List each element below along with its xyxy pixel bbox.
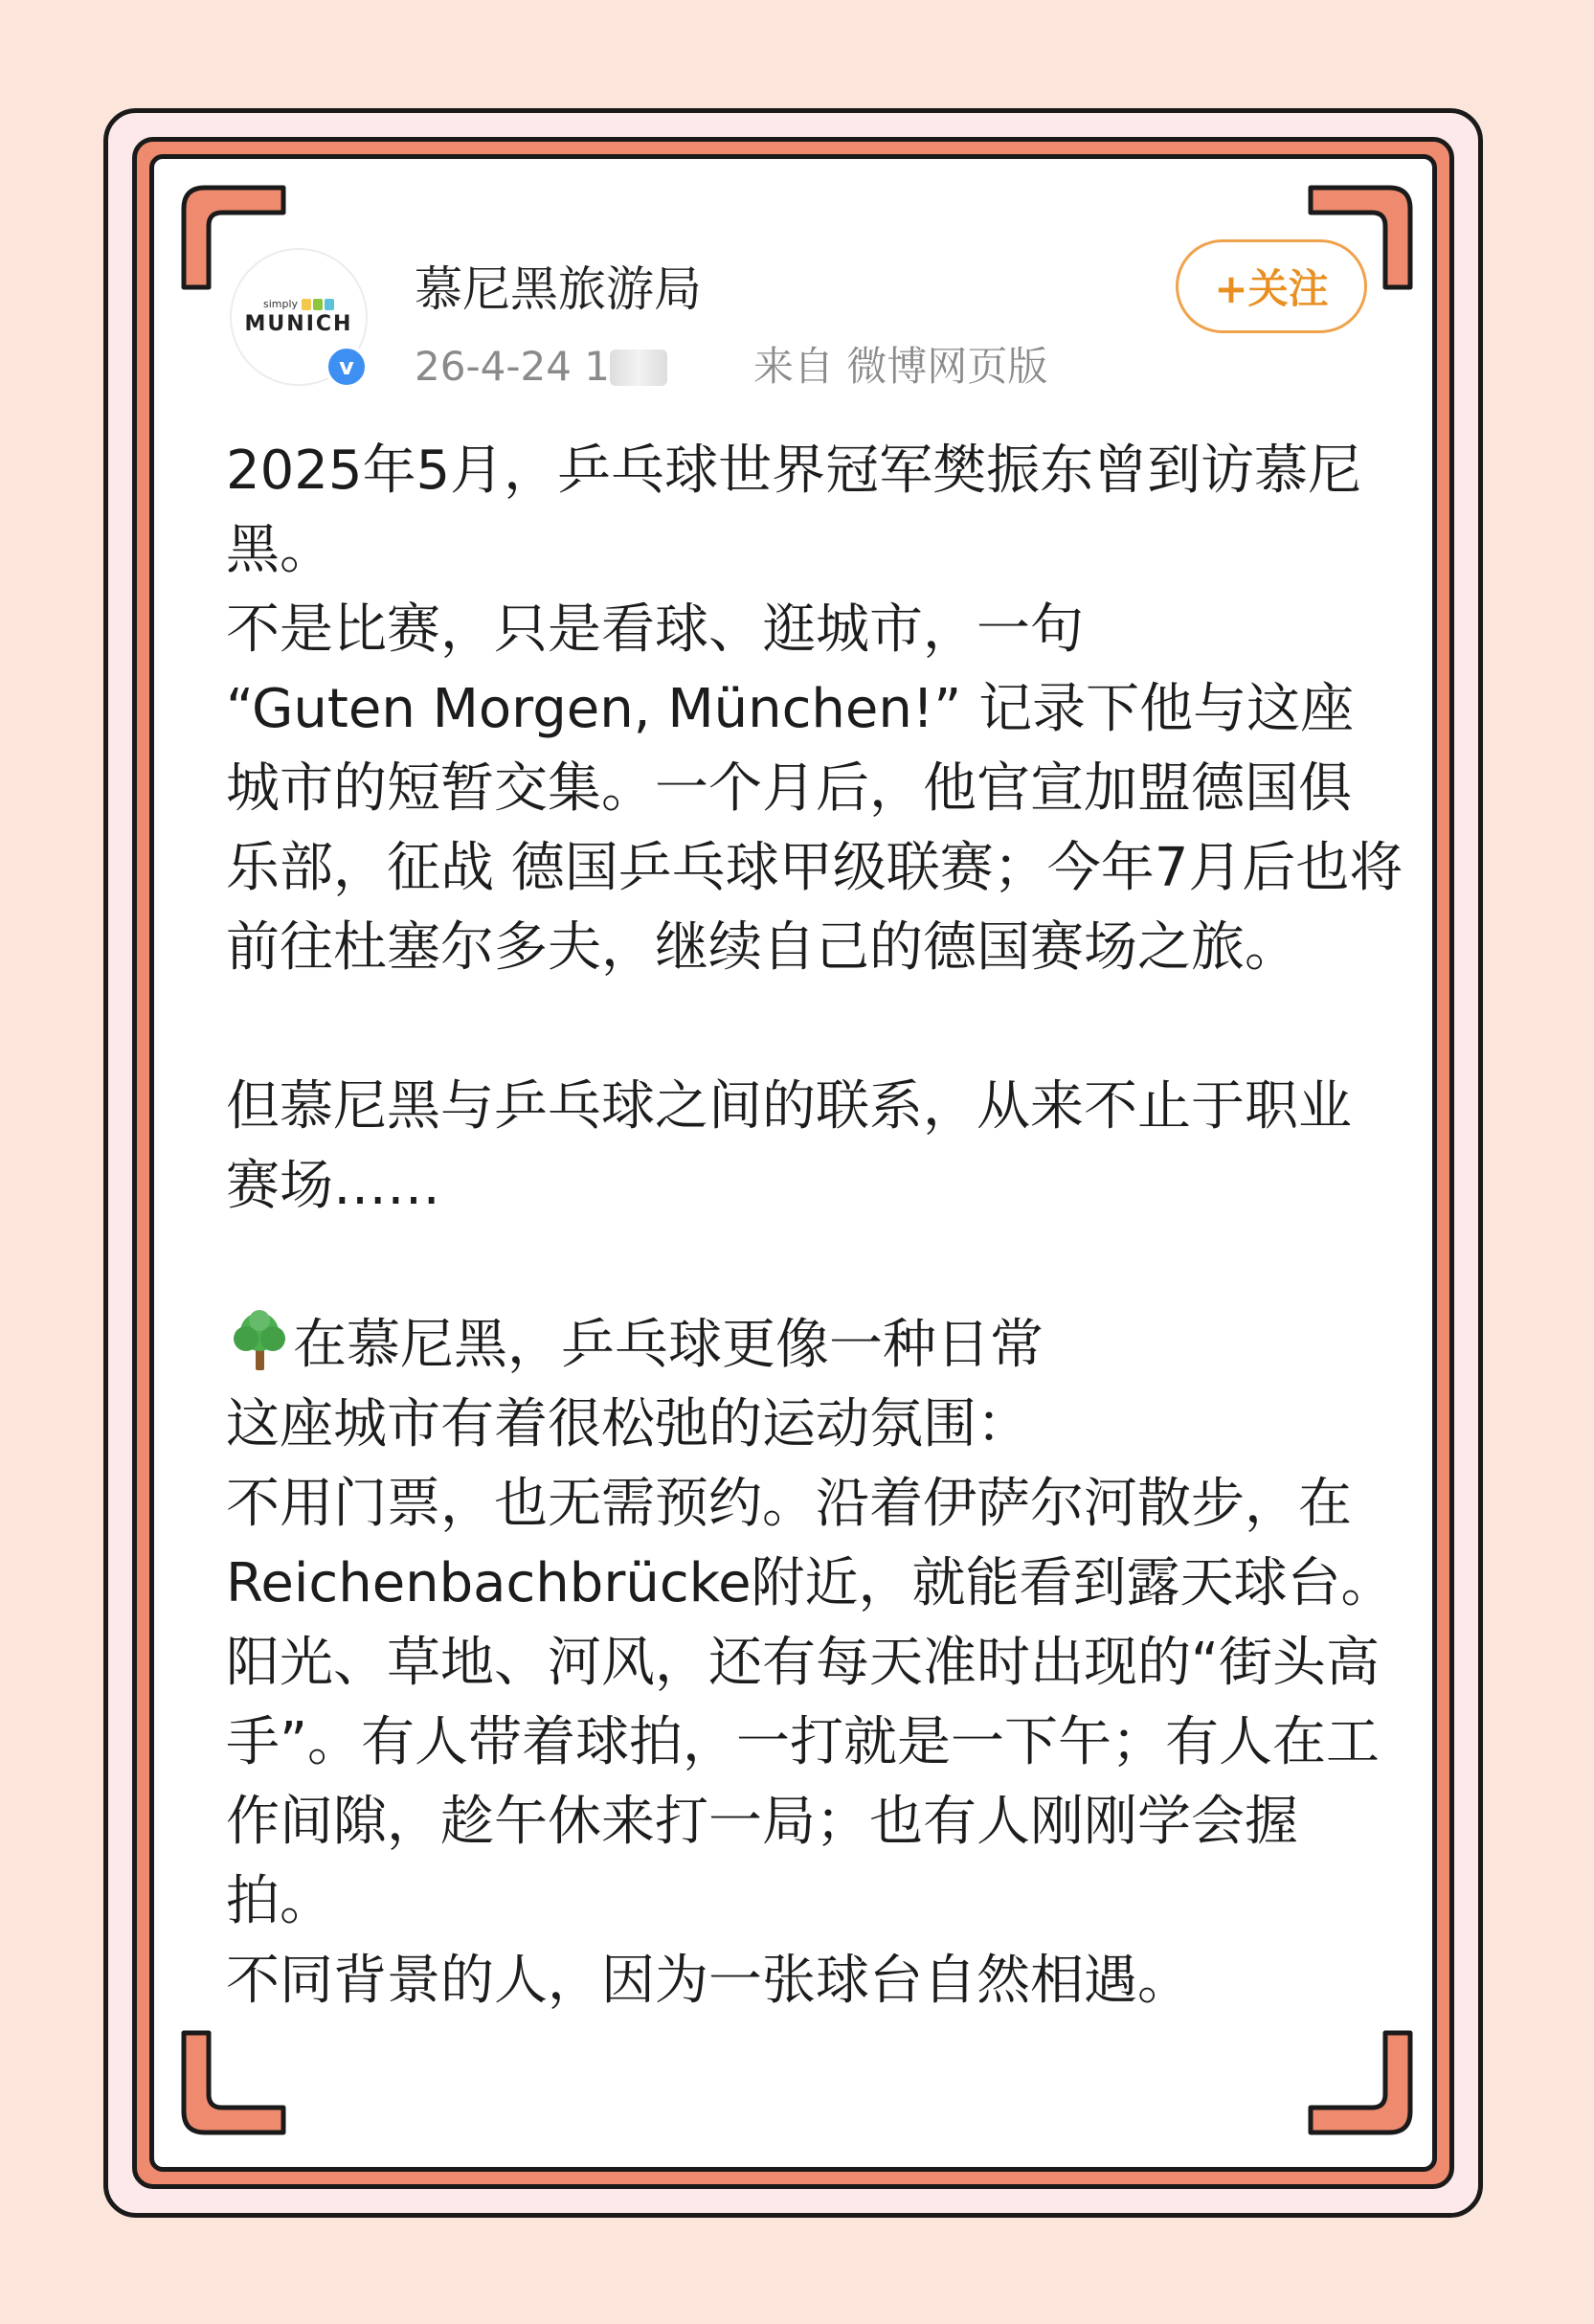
post-source: 来自 微博网页版	[753, 343, 1048, 390]
post-paragraph: 不同背景的人，因为一张球台自然相遇。	[226, 1950, 1191, 2012]
avatar-logo	[263, 298, 334, 310]
post-paragraph-heading	[226, 1305, 1403, 1385]
city-icons	[302, 299, 334, 310]
verified-badge-icon: v	[325, 345, 369, 389]
post-paragraph: 但慕尼黑与乒乓球之间的联系，从来不止于职业赛场……	[226, 1075, 1352, 1217]
tree-icon	[226, 1307, 293, 1374]
post-paragraph: 这座城市有着很松弛的运动氛围：	[226, 1393, 1030, 1455]
avatar-brand-text: MUNICH	[244, 312, 353, 336]
post-paragraph: 不用门票，也无需预约。沿着伊萨尔河散步，在Reichenbachbrücke附近，就能看到露天球台。阳光、草地、河风，还有每天准时出现的“街头高手”。有人带着球拍，一打就是一下午；有人在工作间隙，趁午休来打一局；也有人刚刚学会握拍。	[226, 1473, 1395, 1932]
section-heading: 在慕尼黑，乒乓球更像一种日常	[293, 1314, 1044, 1376]
post-content	[226, 431, 1403, 2020]
redacted-text	[610, 350, 667, 386]
follow-button[interactable]: +关注	[1176, 239, 1367, 333]
corner-ornament-bottom-left	[176, 2025, 291, 2140]
post-paragraph: 2025年5月，乒乓球世界冠军樊振东曾到访慕尼黑。	[226, 440, 1362, 581]
avatar-small-text: simply	[262, 298, 299, 310]
post-paragraph: 不是比赛，只是看球、逛城市，一句	[226, 598, 1084, 661]
post-paragraph: “Guten Morgen, München!” 记录下他与这座城市的短暂交集。一个月后，他官宣加盟德国俱乐部，征战 德国乒乓球甲级联赛；今年7月后也将前往杜塞尔多夫，继续自己的德国赛场之旅。	[226, 678, 1403, 979]
post-meta	[415, 335, 1047, 393]
account-name[interactable]: 慕尼黑旅游局	[415, 261, 702, 317]
post-time: 26-4-24 1	[415, 343, 610, 390]
corner-ornament-bottom-right	[1303, 2025, 1418, 2140]
